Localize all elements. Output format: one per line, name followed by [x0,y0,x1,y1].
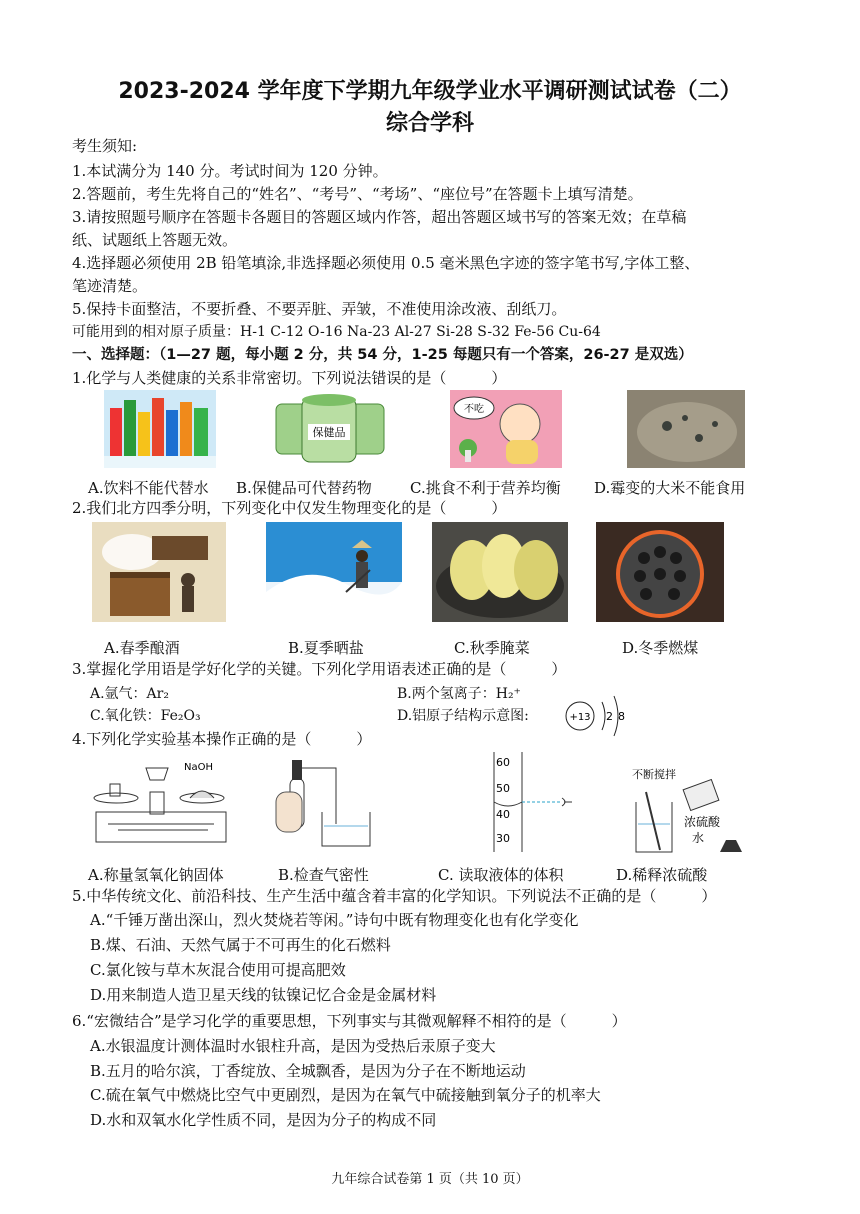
q2-option-c: C.秋季腌菜 [454,639,530,657]
shell-2-count: 8 [618,710,625,723]
q1-option-d: D.霉变的大米不能食用 [594,479,746,497]
q1-option-b: B.保健品可代替药物 [236,479,372,497]
q6-option-b: B.五月的哈尔滨，丁香绽放、全城飘香，是因为分子在不断地运动 [90,1062,526,1080]
notice-item: 3.请按照题号顺序在答题卡各题目的答题区域内作答，超出答题区域书写的答案无效；在草稿 [72,208,687,226]
exam-title: 2023-2024 学年度下学期九年级学业水平调研测试试卷（二） [118,79,742,104]
sea-salt-image [266,522,402,622]
tick-50: 50 [496,782,510,795]
section-heading: 一、选择题：（1—27 题，每小题 2 分，共 54 分，1-25 每题只有一个答案，26-27 是双选） [72,347,693,363]
question-1-stem: 1.化学与人类健康的关系非常密切。下列说法错误的是（ ） [72,369,507,387]
notice-item: 2.答题前，考生先将自己的“姓名”、“考号”、“考场”、“座位号”在答题卡上填写清楚。 [72,185,643,203]
water-label: 水 [692,831,705,845]
notice-item: 5.保持卡面整洁，不要折叠、不要弄脏、弄皱，不准使用涂改液、刮纸刀。 [72,300,567,318]
q4-option-a: A.称量氢氧化钠固体 [88,866,224,884]
stir-label: 不断搅拌 [632,768,676,781]
q3-option-a: A.氩气：Ar₂ [90,686,169,702]
q5-option-b: B.煤、石油、天然气属于不可再生的化石燃料 [90,936,391,954]
speech-bubble-text: 不吃 [464,404,484,415]
q3-option-c: C.氧化铁：Fe₂O₃ [90,708,201,724]
q4-option-d: D.稀释浓硫酸 [616,866,708,884]
drinks-image [104,390,216,468]
question-5-stem: 5.中华传统文化、前沿科技、生产生活中蕴含着丰富的化学知识。下列说法不正确的是（ ） [72,887,717,905]
q4-option-b: B.检查气密性 [278,866,369,884]
exam-subtitle: 综合学科 [385,111,474,136]
notice-item: 1.本试满分为 140 分。考试时间为 120 分钟。 [72,162,388,180]
notice-heading: 考生须知: [72,137,138,155]
q3-option-b: B.两个氢离子：H₂⁺ [397,686,521,702]
health-product-label: 保健品 [312,426,346,439]
q4-option-c: C. 读取液体的体积 [438,866,564,884]
q6-option-a: A.水银温度计测体温时水银柱升高，是因为受热后汞原子变大 [90,1037,496,1055]
question-6-stem: 6.“宏微结合”是学习化学的重要思想，下列事实与其微观解释不相符的是（ ） [72,1012,627,1030]
graduated-cylinder-diagram [482,752,582,852]
q6-option-d: D.水和双氧水化学性质不同，是因为分子的构成不同 [90,1111,437,1129]
coal-briquette-image [596,522,724,622]
moldy-rice-image [627,390,745,468]
health-products-image [270,390,388,468]
pickled-cabbage-image [432,522,568,622]
question-3-stem: 3.掌握化学用语是学好化学的关键。下列化学用语表述正确的是（ ） [72,660,567,678]
page-footer: 九年综合试卷第 1 页（共 10 页） [331,1172,529,1187]
q2-option-a: A.春季酿酒 [104,639,180,657]
q6-option-c: C.硫在氧气中燃烧比空气中更剧烈，是因为在氧气中硫接触到氧分子的机率大 [90,1086,601,1104]
notice-item: 纸、试题纸上答题无效。 [72,231,238,249]
dilution-diagram [628,762,748,858]
tick-30: 30 [496,832,510,845]
shell-1-count: 2 [606,710,613,723]
notice-item: 4.选择题必须使用 2B 铅笔填涂,非选择题必须使用 0.5 毫米黑色字迹的签字笔书写,字体工整、 [72,254,700,272]
question-4-stem: 4.下列化学实验基本操作正确的是（ ） [72,730,372,748]
atomic-mass-line: 可能用到的相对原子质量：H-1 C-12 O-16 Na-23 Al-27 Si-28 S-32 Fe-56 Cu-64 [72,324,601,340]
nucleus-charge: +13 [569,712,591,723]
aluminum-atom-diagram [562,690,636,738]
tick-40: 40 [496,808,510,821]
q2-option-b: B.夏季晒盐 [288,639,364,657]
brewing-image [92,522,226,622]
q1-option-c: C.挑食不利于营养均衡 [410,479,561,497]
q1-option-a: A.饮料不能代替水 [88,479,209,497]
airtightness-diagram [266,752,378,852]
picky-eater-image [450,390,562,468]
tick-60: 60 [496,756,510,769]
q5-option-d: D.用来制造人造卫星天线的钛镍记忆合金是金属材料 [90,986,437,1004]
balance-scale-diagram [88,752,236,852]
notice-item: 笔迹清楚。 [72,277,148,295]
question-2-stem: 2.我们北方四季分明，下列变化中仅发生物理变化的是（ ） [72,499,507,517]
acid-label: 浓硫酸 [684,815,721,829]
q2-option-d: D.冬季燃煤 [622,639,699,657]
naoh-label: NaOH [184,762,213,773]
q5-option-c: C.氯化铵与草木灰混合使用可提高肥效 [90,961,346,979]
q5-option-a: A.“千锤万凿出深山，烈火焚烧若等闲。”诗句中既有物理变化也有化学变化 [90,911,579,929]
q3-option-d: D.铝原子结构示意图: [397,708,529,724]
